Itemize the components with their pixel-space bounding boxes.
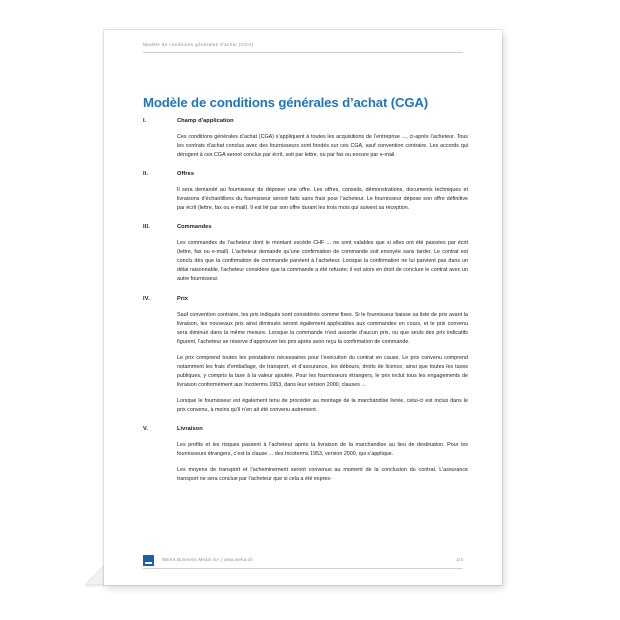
- section-numeral: V.: [143, 425, 149, 432]
- section-numeral: III.: [143, 224, 151, 231]
- footer-divider: [143, 568, 463, 569]
- section-title: Prix: [177, 295, 188, 302]
- section-heading-row: [104, 224, 502, 235]
- section-title: Champ d'application: [177, 118, 234, 124]
- section-heading-row: [104, 118, 502, 129]
- section-title: Offres: [177, 171, 195, 178]
- footer-page-number: 1/4: [456, 557, 463, 563]
- section-numeral: II.: [143, 171, 149, 178]
- document-page: [104, 30, 502, 585]
- paragraph: Les profits et les risques passent à l’acheteur après la livraison de la marchandise au lieu de destination. Pour les fournisseurs étrangers, c’est la clause ... des Incoterms 1953, version 2000, qui s’applique.: [177, 441, 468, 458]
- section-heading-row: [104, 426, 502, 437]
- section-title: Livraison: [177, 425, 203, 432]
- paragraph: Il sera demandé au fournisseur de déposer une offre. Les offres, conseils, démonstrations, documents techniques et livraisons d’échantillons du fournisseur seront faits sans frais pour l’acheteur. Le fournisseur dépose son offre définitive par écrit (lettre, fax ou e-mail). Il est lié par son offre durant les trois mois qui suivent sa réception.: [177, 187, 468, 212]
- paragraph: Le prix comprend toutes les prestations nécessaires pour l’exécution du contrat en cause. Le prix convenu comprend notamment les frais d’emballage, de transport, et d’assurance, les débours, droits de licence, ainsi que toutes les taxes publiques, y compris la taxe à la valeur ajoutée. Pour les fournisseurs étrangers, le prix inclut tous les engagements de livraison conformément aux Incoterms 1953, dans leur version 2000, clauses ...: [177, 354, 468, 388]
- paragraph: Les commandes de l’acheteur dont le montant excède CHF ... ne sont valables que si elles ont été passées par écrit (lettre, fax ou e-mail). L’acheteur demande qu’une confirmation de commande soit envoyée sans tarder. Le contrat est conclu dès que la confirmation de commande parvient à l’acheteur. Lorsque la confirmation ne lui parvient pas dans un délai raisonnable, l’acheteur considère que la commande a été refusée; il est alors en droit de conclure le contrat avec un autre fournisseur.: [177, 240, 468, 283]
- section-prix: [104, 296, 502, 415]
- section-title: Commandes: [177, 224, 212, 231]
- section-livraison: [104, 426, 502, 484]
- section-numeral: IV.: [143, 295, 150, 302]
- paragraph: Les moyens de transport et l’acheminement seront convenus au moment de la conclusion du contrat. L’assurance transport ne sera conclue par l’acheteur que si cela a été expres-: [177, 467, 468, 483]
- paragraph: Lorsque le fournisseur est également tenu de procéder au montage de la marchandise livrée, celui-ci est inclus dans le prix convenu, à moins qu’il n’en ait été convenu autrement.: [177, 397, 468, 413]
- section-heading-row: [104, 296, 502, 307]
- page-title: Modèle de conditions générales d’achat (CGA): [143, 94, 429, 110]
- section-commandes: [104, 224, 502, 284]
- section-heading-row: [104, 171, 502, 182]
- paragraph: Sauf convention contraire, les prix indiqués sont considérés comme fixes. Si le fournisseur baisse sa liste de prix avant la livraison, les nouveaux prix ainsi diminués seront également applicables aux commandes en cours, et le prix convenu sera diminué dans la même mesure. Lorsque la commande n’est assortie d’aucun prix, ou que seuls des prix indicatifs figurent, l’acheteur se réserve d’approuver les prix après avoir reçu la confirmation de commande.: [177, 311, 468, 345]
- weka-logo-icon: [143, 555, 154, 566]
- section-champ-d-application: [104, 118, 502, 160]
- paragraph: Ces conditions générales d’achat (CGA) s’appliquent à toutes les acquisitions de l’entreprise ..., ci-après l’acheteur. Tous les contrats d’achat conclus avec des fournisseurs sont fondés sur ces CGA, sauf convention contraire. Les accords qui dérogent à ces CGA seront conclus par écrit, soit par lettre, ou par fax ou encore par e-mail.: [177, 134, 468, 159]
- section-offres: [104, 171, 502, 213]
- footer-company-text: WEKA Business Media SA | www.weka.ch: [162, 557, 253, 563]
- document-body: [104, 118, 502, 491]
- page-curl-fold: [85, 564, 106, 585]
- header-divider: [143, 52, 463, 53]
- section-numeral: I.: [143, 118, 147, 124]
- document-header: Modèle de conditions générales d'achat (CGA): [143, 42, 254, 47]
- document-footer: [143, 555, 463, 566]
